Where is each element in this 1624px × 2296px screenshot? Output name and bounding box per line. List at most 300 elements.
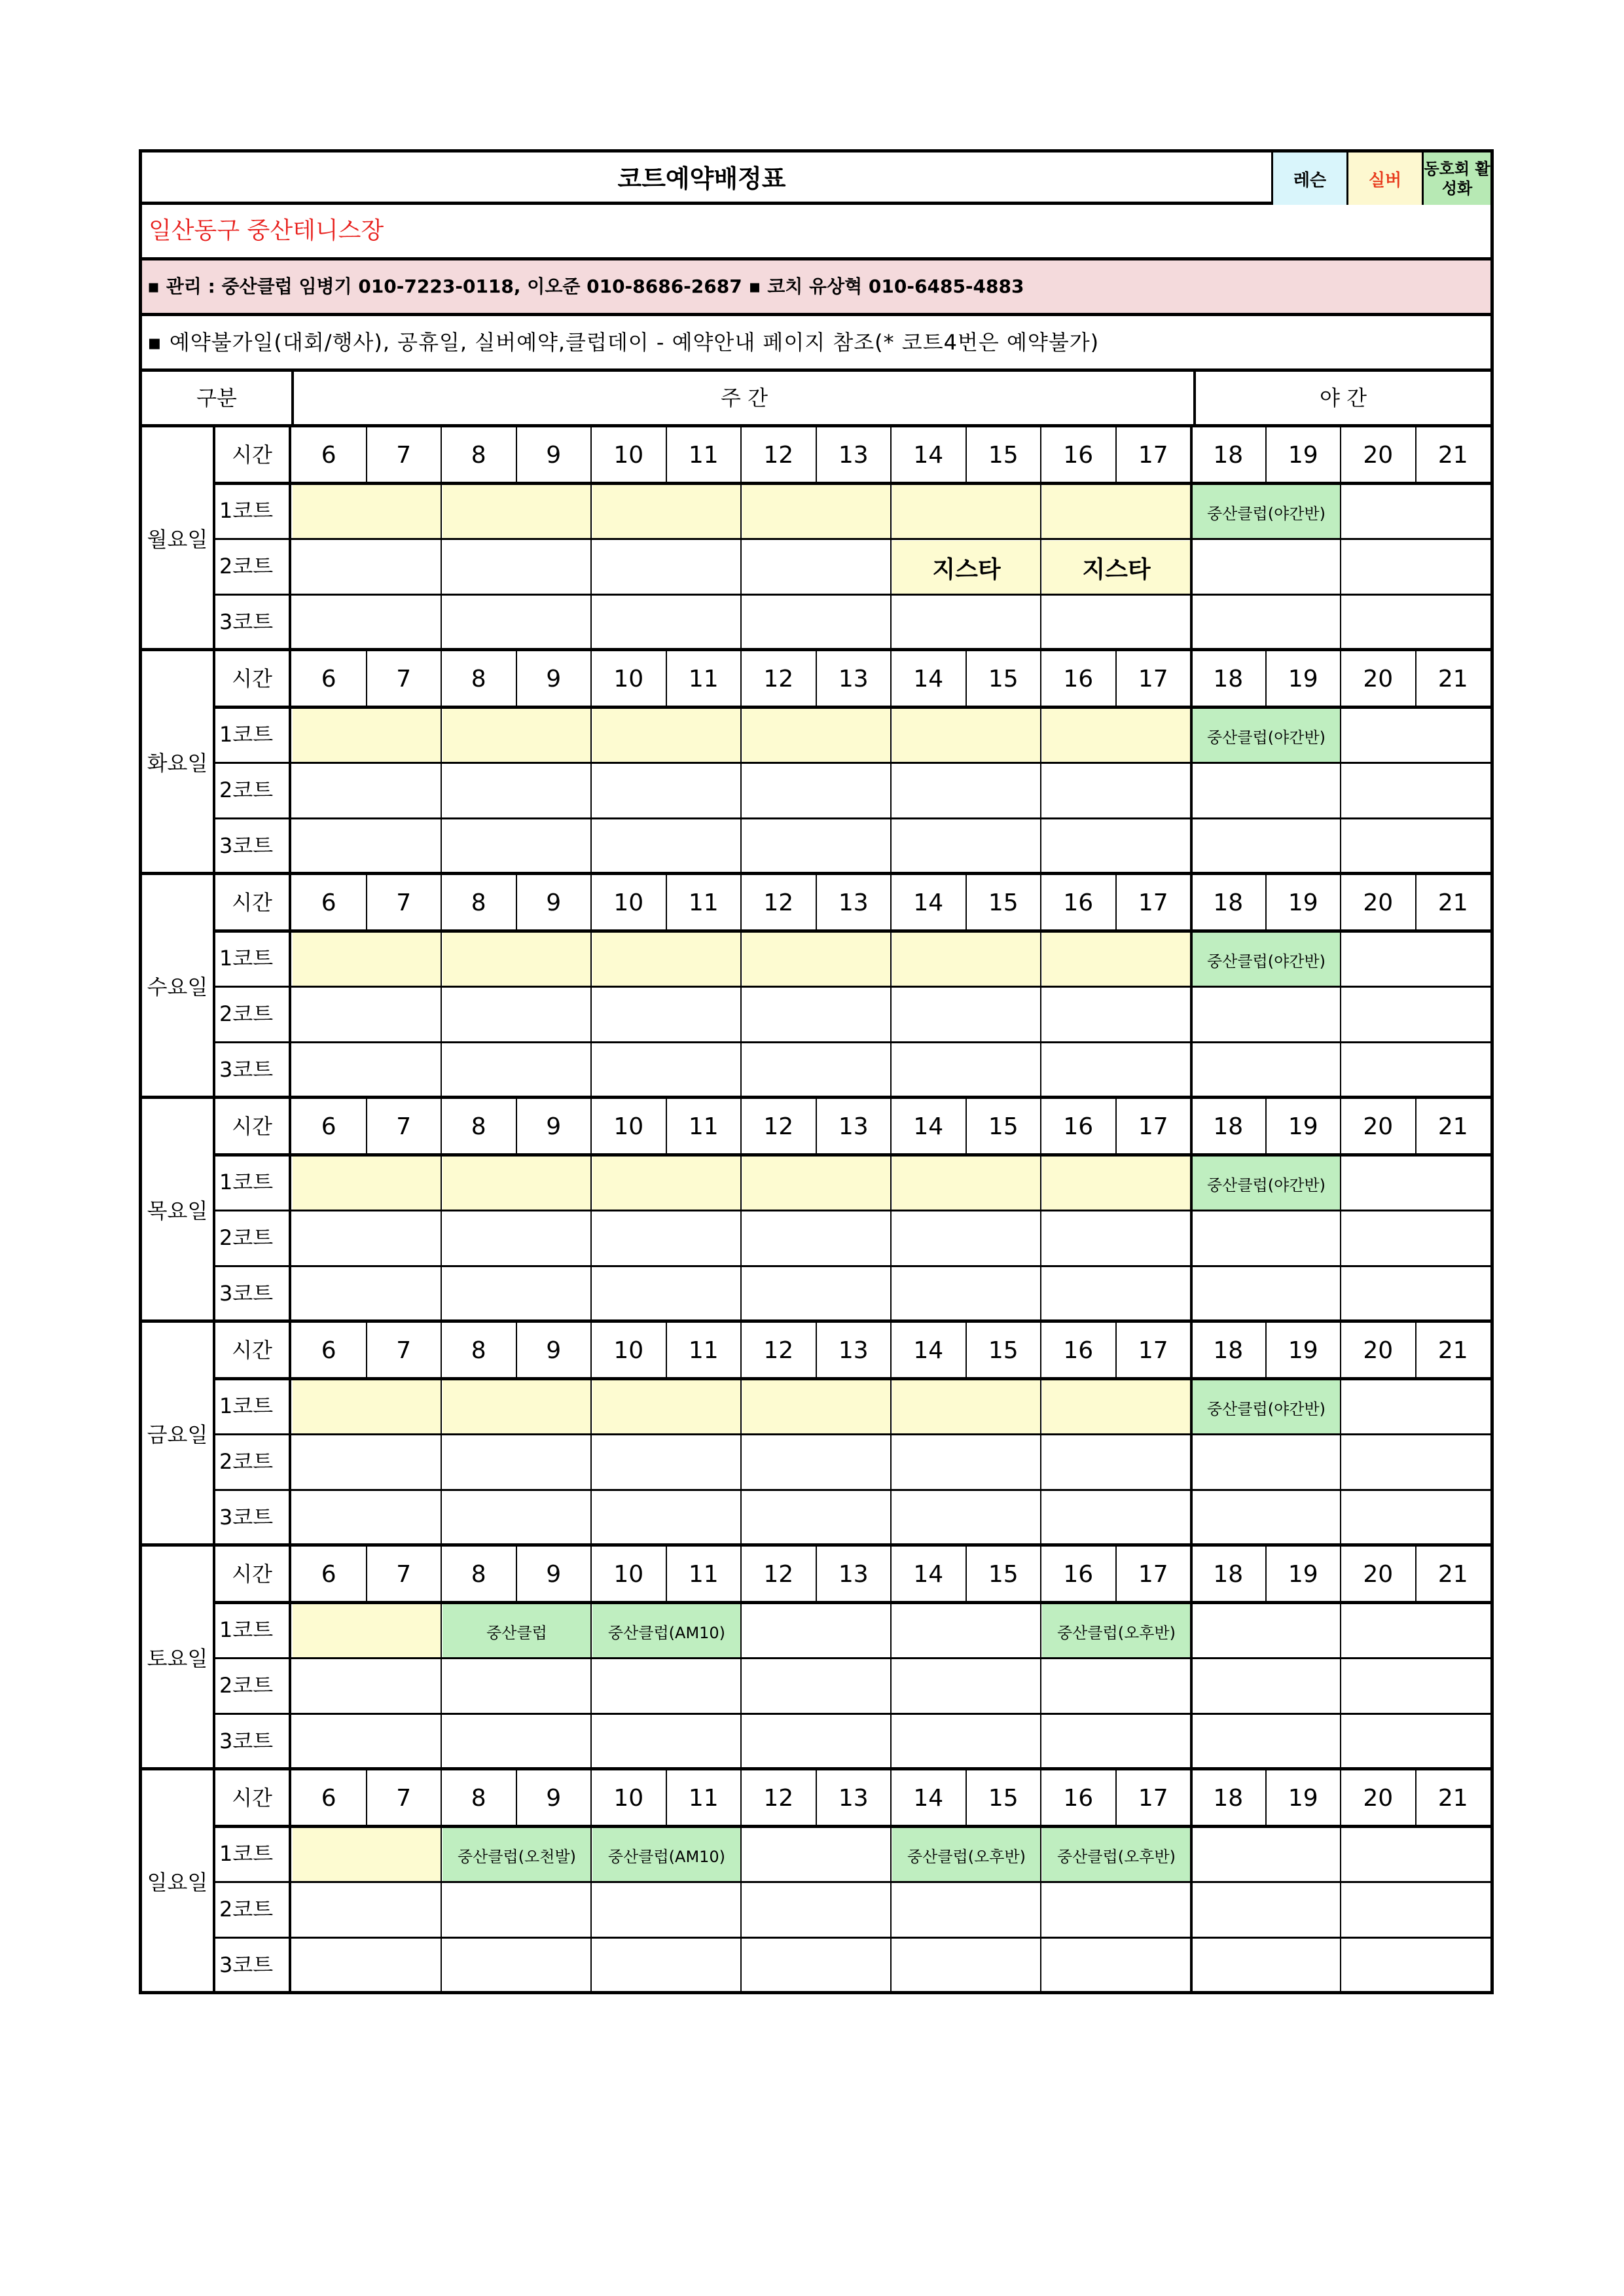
slot-cell[interactable] xyxy=(1192,1715,1341,1769)
hour-cell: 10 xyxy=(613,1113,644,1140)
slot-cell[interactable] xyxy=(742,709,891,762)
slot-cell[interactable] xyxy=(1192,1660,1341,1713)
hour-cell: 19 xyxy=(1288,889,1318,916)
hour-cell: 21 xyxy=(1437,441,1468,469)
slot-cell[interactable] xyxy=(1192,1884,1341,1937)
hour-cell: 21 xyxy=(1437,1784,1468,1812)
court-label: 3코트 xyxy=(215,1937,291,1993)
slot-cell[interactable] xyxy=(293,933,441,986)
slot-cell[interactable] xyxy=(293,1604,441,1658)
slot-cell[interactable] xyxy=(293,1212,441,1266)
slot-cell[interactable] xyxy=(592,1884,741,1937)
time-label: 시간 xyxy=(215,1547,291,1602)
court-label: 3코트 xyxy=(215,1713,291,1769)
court-label: 1코트 xyxy=(215,1155,291,1210)
day-block xyxy=(139,427,1494,651)
hour-cell: 8 xyxy=(471,889,486,916)
hour-cell: 16 xyxy=(1063,665,1094,692)
legend-silver: 실버 xyxy=(1346,152,1422,205)
hour-cell: 6 xyxy=(321,1336,336,1364)
slot-cell[interactable] xyxy=(1342,1268,1490,1321)
time-label: 시간 xyxy=(215,1323,291,1378)
hour-cell: 11 xyxy=(688,1113,719,1140)
slot-cell[interactable] xyxy=(742,1660,891,1713)
slot-cell[interactable] xyxy=(293,1436,441,1490)
manager-contact: ▪ 관리 : 중산클럽 임병기 010-7223-0118, 이오준 010-8686-2687 ▪ 코치 유상혁 010-6485-4883 xyxy=(147,276,1024,297)
hour-cell: 20 xyxy=(1363,1336,1394,1364)
day-block xyxy=(139,875,1494,1099)
slot-cell[interactable] xyxy=(442,709,591,762)
slot-cell[interactable] xyxy=(442,988,591,1042)
hour-cell: 7 xyxy=(396,1784,412,1812)
slot-cell[interactable] xyxy=(1042,820,1191,874)
court-label: 2코트 xyxy=(215,1434,291,1490)
hour-cell: 17 xyxy=(1138,1560,1168,1588)
slot-cell[interactable] xyxy=(892,933,1041,986)
slot-cell[interactable] xyxy=(592,1380,741,1434)
slot-cell[interactable] xyxy=(1342,1828,1490,1882)
slot-cell[interactable] xyxy=(742,1044,891,1098)
day-label: 금요일 xyxy=(142,1323,215,1543)
slot-cell[interactable] xyxy=(892,1380,1041,1434)
slot-cell[interactable] xyxy=(1042,1044,1191,1098)
days-container xyxy=(139,427,1494,1994)
slot-cell[interactable] xyxy=(1042,764,1191,818)
slot-cell[interactable] xyxy=(742,988,891,1042)
day-label: 화요일 xyxy=(142,651,215,872)
hour-cell: 20 xyxy=(1363,665,1394,692)
slot-cell[interactable] xyxy=(1342,988,1490,1042)
slot-cell[interactable] xyxy=(1192,1212,1341,1266)
hour-cell: 14 xyxy=(913,1336,944,1364)
slot-cell[interactable] xyxy=(892,596,1041,650)
slot-cell[interactable] xyxy=(742,596,891,650)
slot-cell[interactable] xyxy=(293,1044,441,1098)
day-label: 월요일 xyxy=(142,427,215,648)
slot-cell[interactable] xyxy=(293,1380,441,1434)
slot-cell[interactable] xyxy=(1192,541,1341,594)
day-block xyxy=(139,651,1494,875)
slot-cell[interactable] xyxy=(742,1157,891,1210)
slot-cell[interactable]: 중산클럽(야간반) xyxy=(1192,933,1341,986)
hour-cell: 13 xyxy=(838,889,869,916)
time-label: 시간 xyxy=(215,651,291,707)
court-label: 2코트 xyxy=(215,539,291,594)
day-label: 수요일 xyxy=(142,875,215,1096)
slot-cell[interactable] xyxy=(293,764,441,818)
slot-cell[interactable] xyxy=(1042,1380,1191,1434)
slot-cell[interactable] xyxy=(592,1157,741,1210)
slot-cell[interactable] xyxy=(1192,764,1341,818)
slot-cell[interactable] xyxy=(742,1828,891,1882)
slot-cell[interactable] xyxy=(1192,1492,1341,1545)
slot-cell[interactable] xyxy=(1192,1044,1341,1098)
hour-cell: 20 xyxy=(1363,1560,1394,1588)
hour-cell: 11 xyxy=(688,889,719,916)
slot-cell[interactable] xyxy=(892,1884,1041,1937)
hour-cell: 9 xyxy=(546,441,562,469)
slot-cell[interactable]: 중산클럽(오천발) xyxy=(442,1828,591,1882)
hour-cell: 17 xyxy=(1138,665,1168,692)
hour-cell: 7 xyxy=(396,441,412,469)
slot-cell[interactable] xyxy=(592,1492,741,1545)
slot-cell[interactable]: 중산클럽(AM10) xyxy=(592,1828,741,1882)
slot-cell[interactable] xyxy=(293,1884,441,1937)
slot-cell[interactable] xyxy=(1042,1436,1191,1490)
hour-cell: 10 xyxy=(613,1336,644,1364)
hour-cell: 15 xyxy=(988,1113,1019,1140)
slot-cell[interactable] xyxy=(1342,933,1490,986)
hour-cell: 8 xyxy=(471,1560,486,1588)
hour-cell: 14 xyxy=(913,665,944,692)
slot-cell[interactable] xyxy=(742,1939,891,1993)
slot-cell[interactable] xyxy=(1342,1715,1490,1769)
slot-cell[interactable] xyxy=(1342,1157,1490,1210)
slot-cell[interactable] xyxy=(892,709,1041,762)
slot-cell[interactable] xyxy=(892,1044,1041,1098)
slot-cell[interactable] xyxy=(1342,485,1490,539)
slot-cell[interactable] xyxy=(442,1660,591,1713)
slot-cell[interactable] xyxy=(293,820,441,874)
hour-cell: 8 xyxy=(471,1113,486,1140)
hour-cell: 13 xyxy=(838,665,869,692)
category-header: 구분 xyxy=(196,386,237,410)
slot-cell[interactable]: 지스타 xyxy=(892,541,1041,594)
slot-cell[interactable] xyxy=(1342,1380,1490,1434)
slot-cell[interactable] xyxy=(1342,1212,1490,1266)
court-label: 3코트 xyxy=(215,1490,291,1545)
slot-cell[interactable]: 중산클럽(오후반) xyxy=(892,1828,1041,1882)
slot-cell[interactable] xyxy=(442,820,591,874)
hour-cell: 18 xyxy=(1213,1784,1244,1812)
slot-cell[interactable] xyxy=(592,541,741,594)
slot-cell[interactable] xyxy=(592,933,741,986)
slot-cell[interactable] xyxy=(742,1212,891,1266)
hour-cell: 19 xyxy=(1288,441,1318,469)
hour-cell: 21 xyxy=(1437,665,1468,692)
hour-cell: 8 xyxy=(471,1784,486,1812)
court-label: 2코트 xyxy=(215,986,291,1042)
hour-cell: 17 xyxy=(1138,1784,1168,1812)
slot-cell[interactable] xyxy=(742,1715,891,1769)
slot-cell[interactable]: 중산클럽(오후반) xyxy=(1042,1828,1191,1882)
slot-cell[interactable] xyxy=(1192,1828,1341,1882)
court-label: 3코트 xyxy=(215,818,291,874)
hour-cell: 21 xyxy=(1437,1336,1468,1364)
slot-cell[interactable] xyxy=(442,1212,591,1266)
slot-cell[interactable] xyxy=(1192,596,1341,650)
slot-cell[interactable] xyxy=(892,1715,1041,1769)
manager-row xyxy=(139,260,1494,316)
slot-cell[interactable] xyxy=(592,1212,741,1266)
slot-cell[interactable] xyxy=(1192,1939,1341,1993)
slot-cell[interactable] xyxy=(442,764,591,818)
slot-cell[interactable] xyxy=(1192,1436,1341,1490)
notice-row xyxy=(139,316,1494,372)
slot-cell[interactable] xyxy=(442,1492,591,1545)
slot-cell[interactable] xyxy=(442,1715,591,1769)
slot-cell[interactable] xyxy=(1342,820,1490,874)
hour-cell: 15 xyxy=(988,889,1019,916)
slot-cell[interactable] xyxy=(293,596,441,650)
hour-cell: 20 xyxy=(1363,1113,1394,1140)
slot-cell[interactable] xyxy=(442,1884,591,1937)
slot-cell[interactable] xyxy=(293,1157,441,1210)
slot-cell[interactable] xyxy=(592,596,741,650)
hour-cell: 8 xyxy=(471,1336,486,1364)
slot-cell[interactable] xyxy=(742,820,891,874)
slot-cell[interactable] xyxy=(1342,541,1490,594)
time-label: 시간 xyxy=(215,427,291,483)
slot-cell[interactable] xyxy=(742,1436,891,1490)
hour-cell: 10 xyxy=(613,665,644,692)
slot-cell[interactable] xyxy=(892,764,1041,818)
slot-cell[interactable] xyxy=(1342,1884,1490,1937)
slot-cell[interactable] xyxy=(1042,1939,1191,1993)
hour-cell: 7 xyxy=(396,1336,412,1364)
slot-cell[interactable]: 중산클럽(야간반) xyxy=(1192,485,1341,539)
slot-cell[interactable] xyxy=(892,1268,1041,1321)
hour-cell: 11 xyxy=(688,1336,719,1364)
slot-cell[interactable] xyxy=(293,485,441,539)
slot-cell[interactable] xyxy=(1342,709,1490,762)
slot-cell[interactable] xyxy=(442,1380,591,1434)
slot-cell[interactable]: 중산클럽 xyxy=(442,1604,591,1658)
slot-cell[interactable] xyxy=(742,1604,891,1658)
slot-cell[interactable]: 중산클럽(오후반) xyxy=(1042,1604,1191,1658)
hour-cell: 8 xyxy=(471,665,486,692)
slot-cell[interactable] xyxy=(742,1884,891,1937)
hour-cell: 16 xyxy=(1063,1560,1094,1588)
slot-cell[interactable] xyxy=(742,1380,891,1434)
slot-cell[interactable] xyxy=(442,541,591,594)
slot-cell[interactable] xyxy=(293,709,441,762)
hour-cell: 15 xyxy=(988,665,1019,692)
hour-cell: 19 xyxy=(1288,1113,1318,1140)
slot-cell[interactable] xyxy=(892,1212,1041,1266)
hour-cell: 17 xyxy=(1138,1336,1168,1364)
slot-cell[interactable] xyxy=(892,1492,1041,1545)
slot-cell[interactable] xyxy=(442,933,591,986)
hour-cell: 7 xyxy=(396,665,412,692)
hour-cell: 15 xyxy=(988,1784,1019,1812)
hour-cell: 12 xyxy=(763,889,794,916)
slot-cell[interactable] xyxy=(892,1939,1041,1993)
hour-cell: 14 xyxy=(913,889,944,916)
slot-cell[interactable] xyxy=(442,1268,591,1321)
slot-cell[interactable] xyxy=(592,1660,741,1713)
hour-cell: 12 xyxy=(763,441,794,469)
slot-cell[interactable] xyxy=(892,485,1041,539)
slot-cell[interactable] xyxy=(1042,1212,1191,1266)
slot-cell[interactable] xyxy=(592,1044,741,1098)
slot-cell[interactable] xyxy=(442,1939,591,1993)
slot-cell[interactable] xyxy=(892,1604,1041,1658)
court-label: 2코트 xyxy=(215,1210,291,1266)
slot-cell[interactable] xyxy=(442,596,591,650)
slot-cell[interactable]: 중산클럽(야간반) xyxy=(1192,1380,1341,1434)
hour-cell: 18 xyxy=(1213,441,1244,469)
hour-cell: 15 xyxy=(988,1560,1019,1588)
hour-cell: 16 xyxy=(1063,1784,1094,1812)
slot-cell[interactable] xyxy=(442,485,591,539)
court-label: 3코트 xyxy=(215,594,291,650)
court-label: 1코트 xyxy=(215,1378,291,1434)
slot-cell[interactable] xyxy=(1192,988,1341,1042)
slot-cell[interactable] xyxy=(592,820,741,874)
slot-cell[interactable] xyxy=(1342,1660,1490,1713)
hour-cell: 6 xyxy=(321,1784,336,1812)
slot-cell[interactable] xyxy=(293,541,441,594)
slot-cell[interactable] xyxy=(442,1157,591,1210)
slot-cell[interactable]: 중산클럽(야간반) xyxy=(1192,1157,1341,1210)
court-label: 3코트 xyxy=(215,1042,291,1098)
slot-cell[interactable] xyxy=(1042,933,1191,986)
slot-cell[interactable] xyxy=(293,1660,441,1713)
slot-cell[interactable] xyxy=(1042,1157,1191,1210)
hour-cell: 9 xyxy=(546,1784,562,1812)
slot-cell[interactable] xyxy=(892,988,1041,1042)
hour-cell: 14 xyxy=(913,441,944,469)
hour-cell: 12 xyxy=(763,1784,794,1812)
slot-cell[interactable] xyxy=(442,1436,591,1490)
hour-cell: 6 xyxy=(321,441,336,469)
slot-cell[interactable] xyxy=(1042,1660,1191,1713)
slot-cell[interactable] xyxy=(1342,764,1490,818)
hour-cell: 13 xyxy=(838,1560,869,1588)
hour-cell: 6 xyxy=(321,889,336,916)
slot-cell[interactable] xyxy=(592,1436,741,1490)
slot-cell[interactable] xyxy=(1342,596,1490,650)
hour-cell: 13 xyxy=(838,1336,869,1364)
slot-cell[interactable] xyxy=(1342,1436,1490,1490)
slot-cell[interactable] xyxy=(742,764,891,818)
hour-cell: 17 xyxy=(1138,889,1168,916)
hour-cell: 11 xyxy=(688,1784,719,1812)
slot-cell[interactable] xyxy=(293,1939,441,1993)
legend-lesson: 레슨 xyxy=(1271,152,1346,205)
hour-cell: 12 xyxy=(763,1113,794,1140)
hour-cell: 21 xyxy=(1437,1113,1468,1140)
slot-cell[interactable] xyxy=(592,988,741,1042)
hour-cell: 18 xyxy=(1213,889,1244,916)
slot-cell[interactable] xyxy=(1192,1604,1341,1658)
slot-cell[interactable] xyxy=(1042,1268,1191,1321)
hour-cell: 19 xyxy=(1288,1560,1318,1588)
hour-cell: 13 xyxy=(838,1784,869,1812)
slot-cell[interactable] xyxy=(592,764,741,818)
venue-name: 일산동구 중산테니스장 xyxy=(149,217,384,244)
slot-cell[interactable] xyxy=(1342,1939,1490,1993)
slot-cell[interactable] xyxy=(592,485,741,539)
slot-cell[interactable] xyxy=(1042,485,1191,539)
hour-cell: 13 xyxy=(838,1113,869,1140)
court-label: 1코트 xyxy=(215,1602,291,1658)
slot-cell[interactable] xyxy=(1342,1492,1490,1545)
hour-cell: 18 xyxy=(1213,665,1244,692)
day-label: 토요일 xyxy=(142,1547,215,1767)
slot-cell[interactable] xyxy=(1042,1884,1191,1937)
court-label: 2코트 xyxy=(215,762,291,818)
slot-cell[interactable] xyxy=(1042,1492,1191,1545)
slot-cell[interactable] xyxy=(442,1044,591,1098)
hour-cell: 8 xyxy=(471,441,486,469)
hour-cell: 20 xyxy=(1363,1784,1394,1812)
slot-cell[interactable] xyxy=(1342,1044,1490,1098)
slot-cell[interactable] xyxy=(1192,1268,1341,1321)
day-block xyxy=(139,1770,1494,1994)
slot-cell[interactable] xyxy=(1042,596,1191,650)
slot-cell[interactable] xyxy=(592,709,741,762)
hour-cell: 6 xyxy=(321,665,336,692)
slot-cell[interactable] xyxy=(293,988,441,1042)
hour-cell: 17 xyxy=(1138,1113,1168,1140)
title-row xyxy=(139,149,1494,205)
slot-cell[interactable] xyxy=(1192,820,1341,874)
hour-cell: 20 xyxy=(1363,889,1394,916)
hour-cell: 11 xyxy=(688,1560,719,1588)
slot-cell[interactable] xyxy=(892,1436,1041,1490)
slot-cell[interactable] xyxy=(742,933,891,986)
slot-cell[interactable] xyxy=(742,1268,891,1321)
page-title: 코트예약배정표 xyxy=(617,164,786,193)
hour-cell: 6 xyxy=(321,1560,336,1588)
slot-cell[interactable] xyxy=(592,1939,741,1993)
hour-cell: 11 xyxy=(688,441,719,469)
hour-cell: 15 xyxy=(988,441,1019,469)
daytime-header: 주 간 xyxy=(721,386,768,410)
court-label: 1코트 xyxy=(215,707,291,762)
hour-cell: 10 xyxy=(613,1784,644,1812)
slot-cell[interactable]: 중산클럽(AM10) xyxy=(592,1604,741,1658)
hour-cell: 18 xyxy=(1213,1560,1244,1588)
day-block xyxy=(139,1323,1494,1547)
slot-cell[interactable] xyxy=(892,820,1041,874)
slot-cell[interactable] xyxy=(592,1715,741,1769)
slot-cell[interactable] xyxy=(892,1157,1041,1210)
hour-cell: 16 xyxy=(1063,1113,1094,1140)
schedule-header xyxy=(139,372,1494,427)
hour-cell: 14 xyxy=(913,1560,944,1588)
slot-cell[interactable] xyxy=(293,1715,441,1769)
slot-cell[interactable]: 지스타 xyxy=(1042,541,1191,594)
hour-cell: 12 xyxy=(763,665,794,692)
slot-cell[interactable] xyxy=(293,1492,441,1545)
slot-cell[interactable] xyxy=(1042,709,1191,762)
hour-cell: 15 xyxy=(988,1336,1019,1364)
slot-cell[interactable] xyxy=(1042,1715,1191,1769)
slot-cell[interactable] xyxy=(742,541,891,594)
time-label: 시간 xyxy=(215,1099,291,1155)
hour-cell: 14 xyxy=(913,1784,944,1812)
time-label: 시간 xyxy=(215,1770,291,1826)
slot-cell[interactable] xyxy=(592,1268,741,1321)
hour-cell: 9 xyxy=(546,665,562,692)
slot-cell[interactable] xyxy=(1342,1604,1490,1658)
court-label: 2코트 xyxy=(215,1658,291,1713)
hour-cell: 16 xyxy=(1063,1336,1094,1364)
hour-cell: 12 xyxy=(763,1336,794,1364)
slot-cell[interactable] xyxy=(1042,988,1191,1042)
hour-cell: 19 xyxy=(1288,1784,1318,1812)
slot-cell[interactable] xyxy=(742,485,891,539)
slot-cell[interactable] xyxy=(293,1268,441,1321)
slot-cell[interactable] xyxy=(293,1828,441,1882)
slot-cell[interactable]: 중산클럽(야간반) xyxy=(1192,709,1341,762)
slot-cell[interactable] xyxy=(742,1492,891,1545)
slot-cell[interactable] xyxy=(892,1660,1041,1713)
hour-cell: 9 xyxy=(546,1113,562,1140)
